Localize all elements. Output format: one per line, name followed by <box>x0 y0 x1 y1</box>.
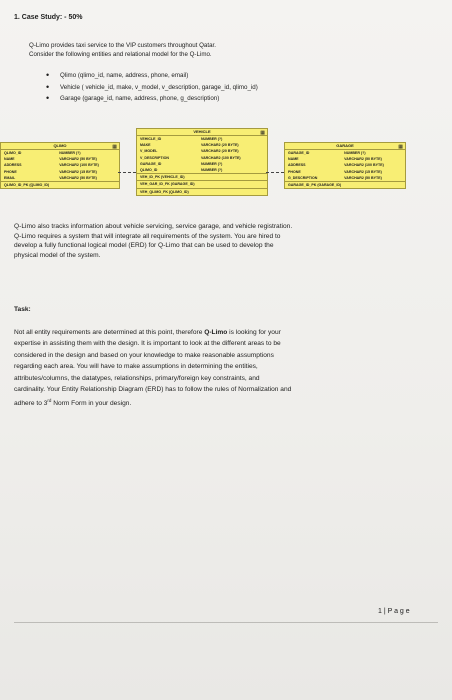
erd-entity-vehicle <box>136 128 268 196</box>
task-heading: Task: <box>14 306 31 313</box>
intro-line: Q-Limo provides taxi service to the VIP customers throughout Qatar. <box>29 42 216 49</box>
entity-attribute: MAKE VARCHAR2 (20 BYTE) <box>140 143 239 148</box>
case-study-heading: 1. Case Study: - 50% <box>14 14 83 21</box>
entity-attribute: GARAGE_ID NUMBER (?) <box>140 161 223 166</box>
task-line: cardinality. Your Entity Relationship Diagram (ERD) has to follow the rules of Normalization and <box>14 386 292 394</box>
entity-list <box>46 70 258 105</box>
relationship-line <box>118 172 136 173</box>
erd-diagram <box>0 128 452 208</box>
entity-title: VEHICLE <box>137 129 267 136</box>
relationship-line <box>266 172 284 173</box>
task-line: attributes/columns, the datatypes, relationships, primary/foreign key constraints, and <box>14 374 260 382</box>
entity-key: VEH_GAR_ID_FK (GARAGE_ID) <box>137 180 267 187</box>
entity-list-item: • Garage (garage_id, name, address, phone, g_description) <box>46 93 258 105</box>
task-line: adhere to 3rd Norm Form in your design. <box>14 398 132 408</box>
entity-title: GARAGE <box>285 143 405 150</box>
entity-attribute: VEHICLE_ID NUMBER (?) <box>140 137 223 141</box>
erd-entity-garage <box>284 142 406 189</box>
entity-attribute: V_DESCRIPTION VARCHAR2 (100 BYTE) <box>140 155 241 160</box>
entity-attribute: NAME VARCHAR2 (50 BYTE) <box>288 157 382 162</box>
entity-list-item: • Qlimo (qlimo_id, name, address, phone, email) <box>46 70 258 82</box>
entity-attribute: EMAIL VARCHAR2 (50 BYTE) <box>4 175 97 180</box>
intro-text <box>29 41 429 60</box>
footer-divider <box>14 622 438 623</box>
company-name: Q-Limo <box>204 329 228 336</box>
task-line: considered in the design and based on your knowledge to make reasonable assumptions <box>14 351 274 359</box>
paragraph-line: develop a fully functional logical model (ERD) for Q-Limo that can be used to develop the <box>14 242 274 249</box>
entity-attribute: QLIMO_ID NUMBER (?) <box>140 167 223 172</box>
description-paragraph <box>14 222 434 260</box>
table-icon: ▦ <box>112 144 117 150</box>
page-number: 1 | P a g e <box>378 608 410 615</box>
paragraph-line: physical model of the system. <box>14 251 101 259</box>
intro-line: Consider the following entities and relational model for the Q-Limo. <box>29 51 212 59</box>
entity-title: QLIMO <box>1 143 119 150</box>
entity-attribute: PHONE VARCHAR2 (15 BYTE) <box>288 169 382 174</box>
entity-attribute: PHONE VARCHAR2 (15 BYTE) <box>4 169 97 174</box>
erd-entity-qlimo <box>0 142 120 189</box>
entity-attribute: ADDRESS VARCHAR2 (100 BYTE) <box>4 163 99 168</box>
entity-attribute: GARAGE_ID NUMBER (?) <box>288 151 366 155</box>
task-line: regarding each area. You will have to make assumptions in determining the entities, <box>14 363 258 371</box>
paragraph-line: Q-Limo also tracks information about vehicle servicing, service garage, and vehicle registration. <box>14 223 293 230</box>
entity-key: GARAGE_ID_PK (GARAGE_ID) <box>285 181 405 188</box>
paragraph-line: Q-Limo requires a system that will integrate all requirements of the system. You are hired to <box>14 232 281 240</box>
entity-attribute: QLIMO_ID NUMBER (?) <box>4 151 81 155</box>
entity-attribute: ADDRESS VARCHAR2 (100 BYTE) <box>288 163 384 168</box>
entity-list-item: • Vehicle ( vehicle_id, make, v_model, v_description, garage_id, qlimo_id) <box>46 82 258 94</box>
task-body <box>14 327 434 410</box>
entity-attribute: NAME VARCHAR2 (50 BYTE) <box>4 157 97 162</box>
entity-key: QLIMO_ID_PK (QLIMO_ID) <box>1 181 119 188</box>
table-icon: ▦ <box>260 130 265 136</box>
table-icon: ▦ <box>398 144 403 150</box>
entity-key: VEH_QLIMO_FK (QLIMO_ID) <box>137 188 267 195</box>
task-line: Not all entity requirements are determined at this point, therefore Q-Limo is looking for your <box>14 329 281 336</box>
entity-attribute: V_MODEL VARCHAR2 (20 BYTE) <box>140 149 239 154</box>
entity-attribute: G_DESCRIPTION VARCHAR2 (50 BYTE) <box>288 175 382 180</box>
task-line: expertise in assisting them with the design. It is important to look at the different areas to be <box>14 340 281 348</box>
entity-key: VEH_ID_PK (VEHICLE_ID) <box>137 173 267 180</box>
